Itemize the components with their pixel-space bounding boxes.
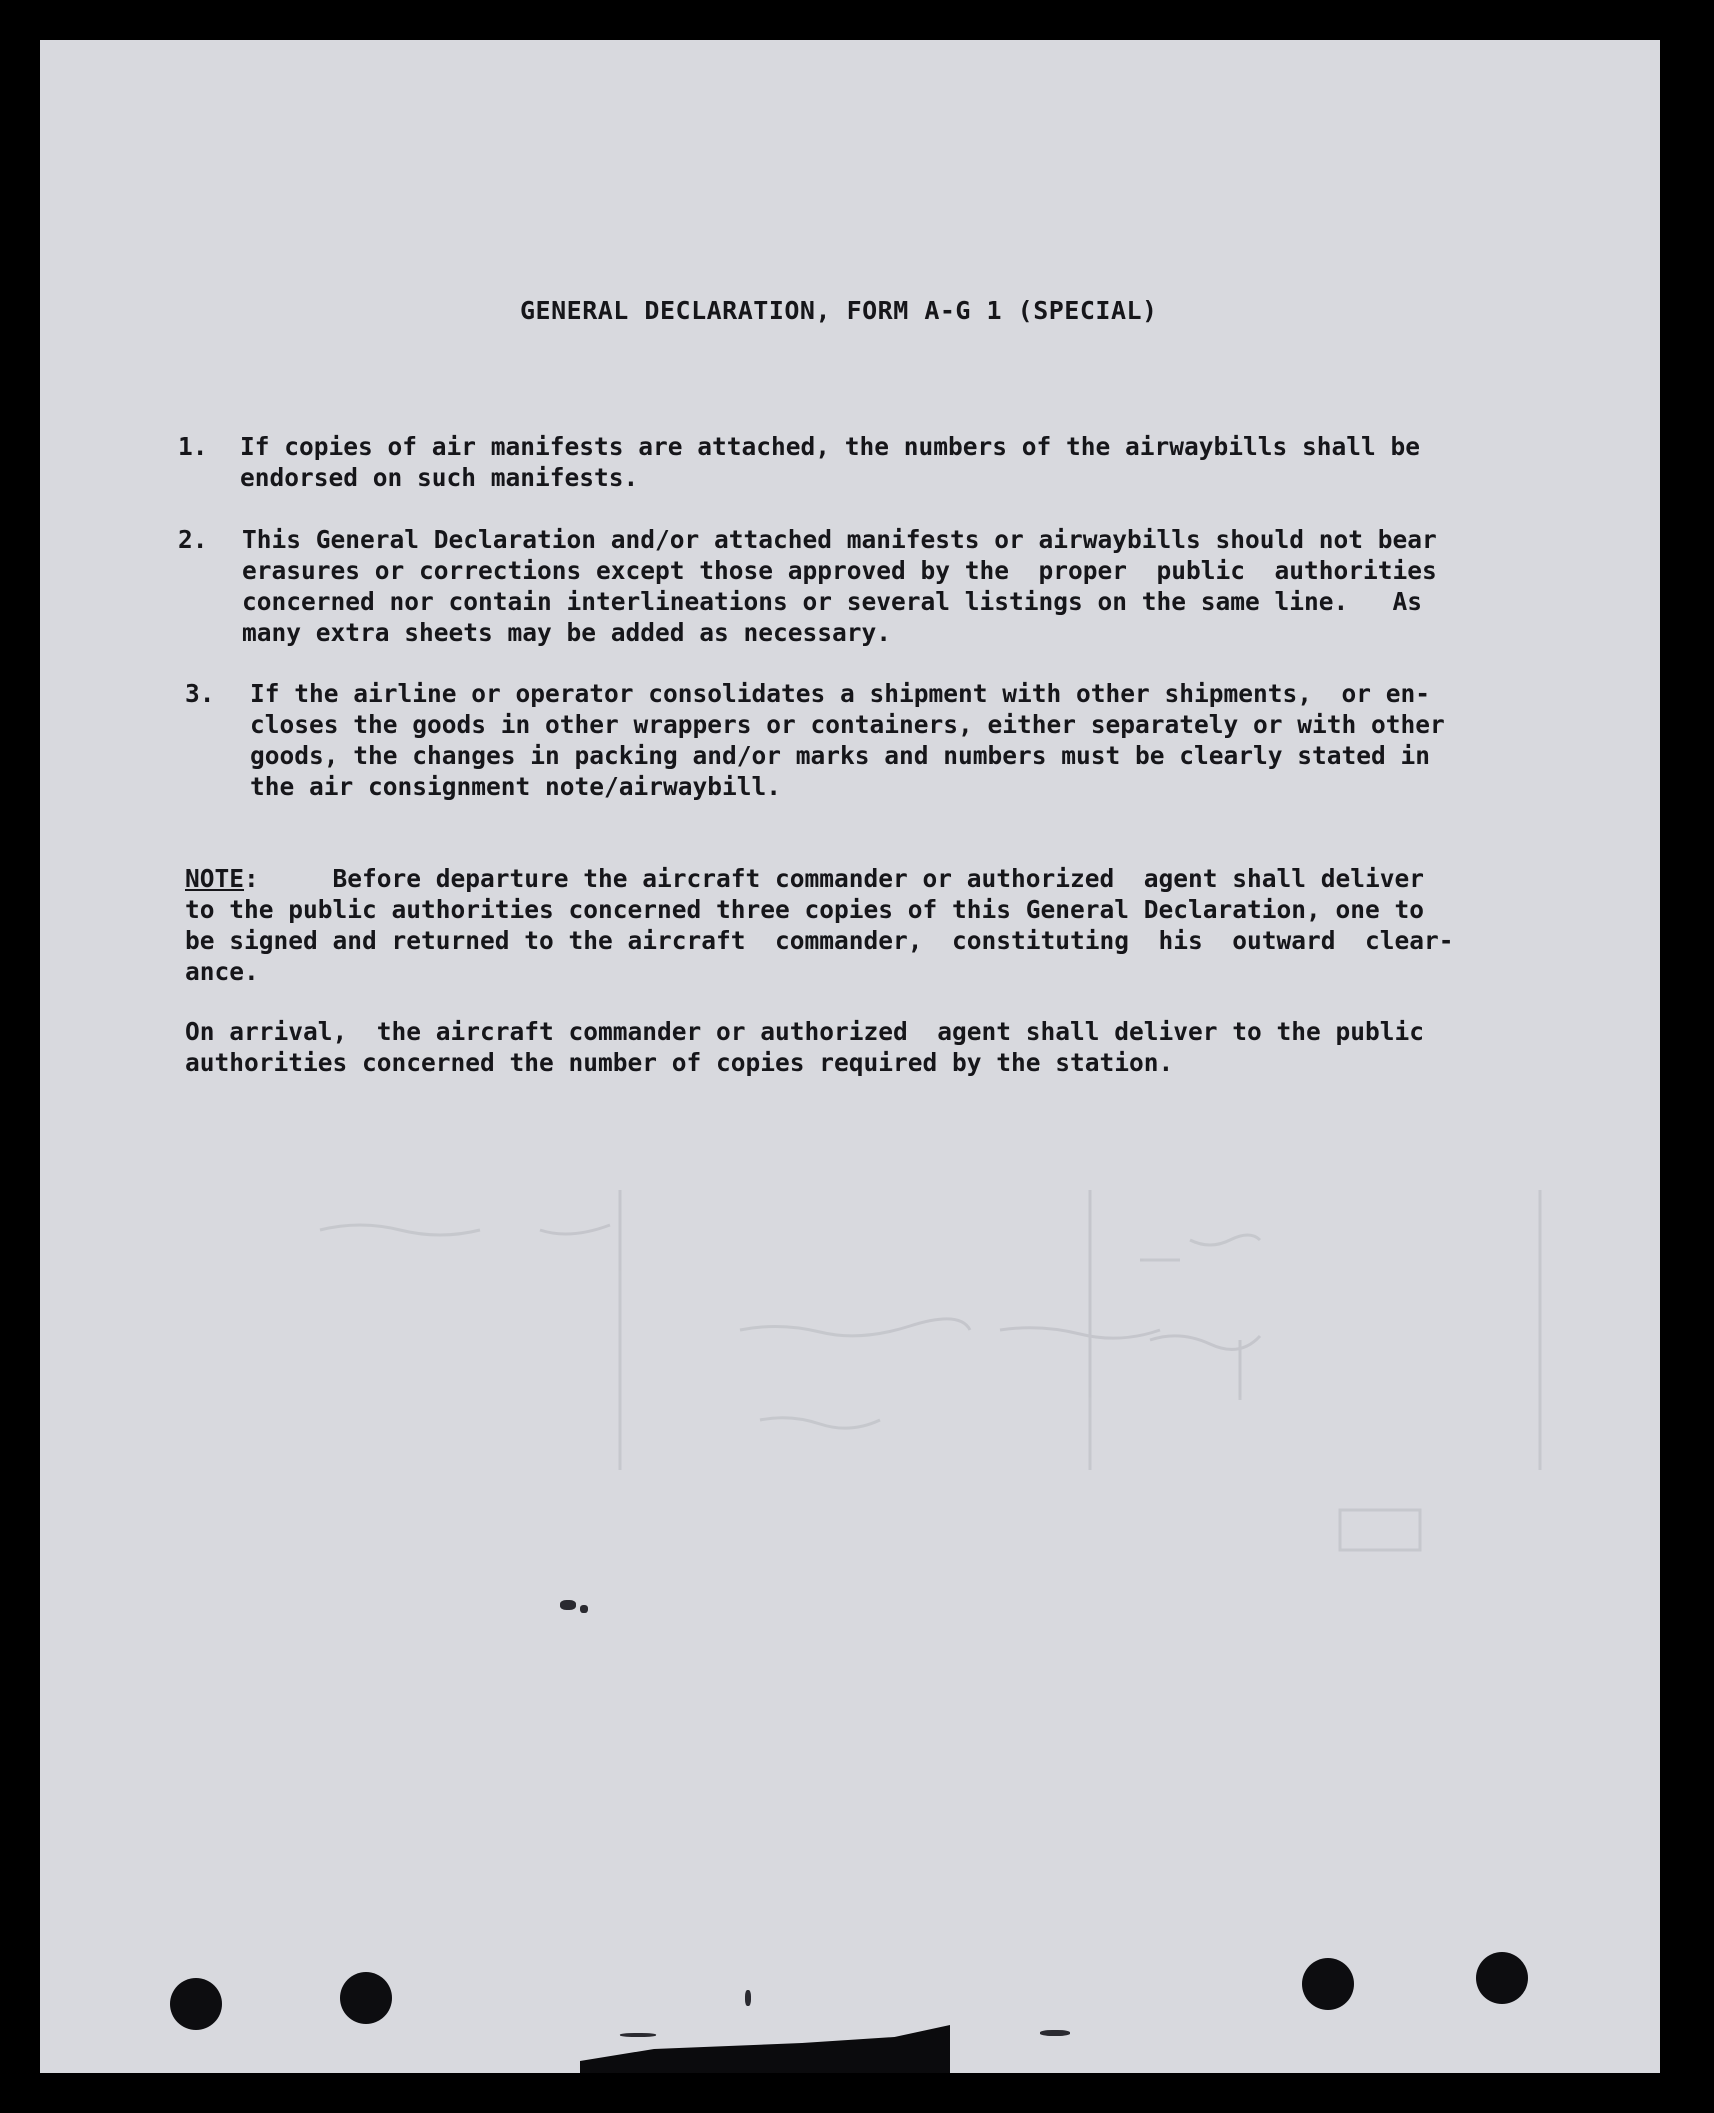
item-2-line-4: many extra sheets may be added as necessary.: [242, 618, 892, 647]
note-first-line-text: Before departure the aircraft commander or authorized agent shall deliver: [258, 864, 1425, 893]
note-line-2: to the public authorities concerned three copies of this General Declaration, one to: [185, 895, 1425, 924]
ink-speck: [620, 2033, 656, 2037]
item-3-line-1: If the airline or operator consolidates a shipment with other shipments, or en-: [250, 679, 1431, 708]
arrival-line-2: authorities concerned the number of copies required by the station.: [185, 1048, 1174, 1077]
ink-speck: [560, 1600, 576, 1610]
arrival-line-1: On arrival, the aircraft commander or authorized agent shall deliver to the public: [185, 1017, 1425, 1046]
item-2-number: 2.: [178, 525, 208, 554]
note-label: NOTE: [185, 864, 245, 893]
item-1-line-1: If copies of air manifests are attached, the numbers of the airwaybills shall be: [240, 432, 1421, 461]
item-3-line-3: goods, the changes in packing and/or marks and numbers must be clearly stated in: [250, 741, 1431, 770]
item-2-line-1: This General Declaration and/or attached manifests or airwaybills should not bear: [242, 525, 1437, 554]
punch-hole: [1476, 1952, 1528, 2004]
ink-speck: [745, 1990, 751, 2006]
item-1-line-2: endorsed on such manifests.: [240, 463, 639, 492]
note-line-4: ance.: [185, 957, 259, 986]
bleed-through-marks: [40, 40, 1660, 2073]
item-3-number: 3.: [185, 679, 215, 708]
note-colon: :: [244, 864, 259, 893]
punch-hole: [340, 1972, 392, 2024]
item-3-line-4: the air consignment note/airwaybill.: [250, 772, 782, 801]
note-line-3: be signed and returned to the aircraft commander, constituting his outward clear-: [185, 926, 1454, 955]
item-1-number: 1.: [178, 432, 208, 461]
item-2-line-3: concerned nor contain interlineations or several listings on the same line. As: [242, 587, 1423, 616]
document-page: [40, 40, 1660, 2073]
punch-hole: [1302, 1958, 1354, 2010]
item-3-line-2: closes the goods in other wrappers or containers, either separately or with other: [250, 710, 1445, 739]
document-title: GENERAL DECLARATION, FORM A-G 1 (SPECIAL): [520, 296, 1158, 325]
ink-speck: [580, 1605, 588, 1613]
ink-speck: [1040, 2030, 1070, 2036]
punch-hole: [170, 1978, 222, 2030]
item-2-line-2: erasures or corrections except those approved by the proper public authorities: [242, 556, 1437, 585]
